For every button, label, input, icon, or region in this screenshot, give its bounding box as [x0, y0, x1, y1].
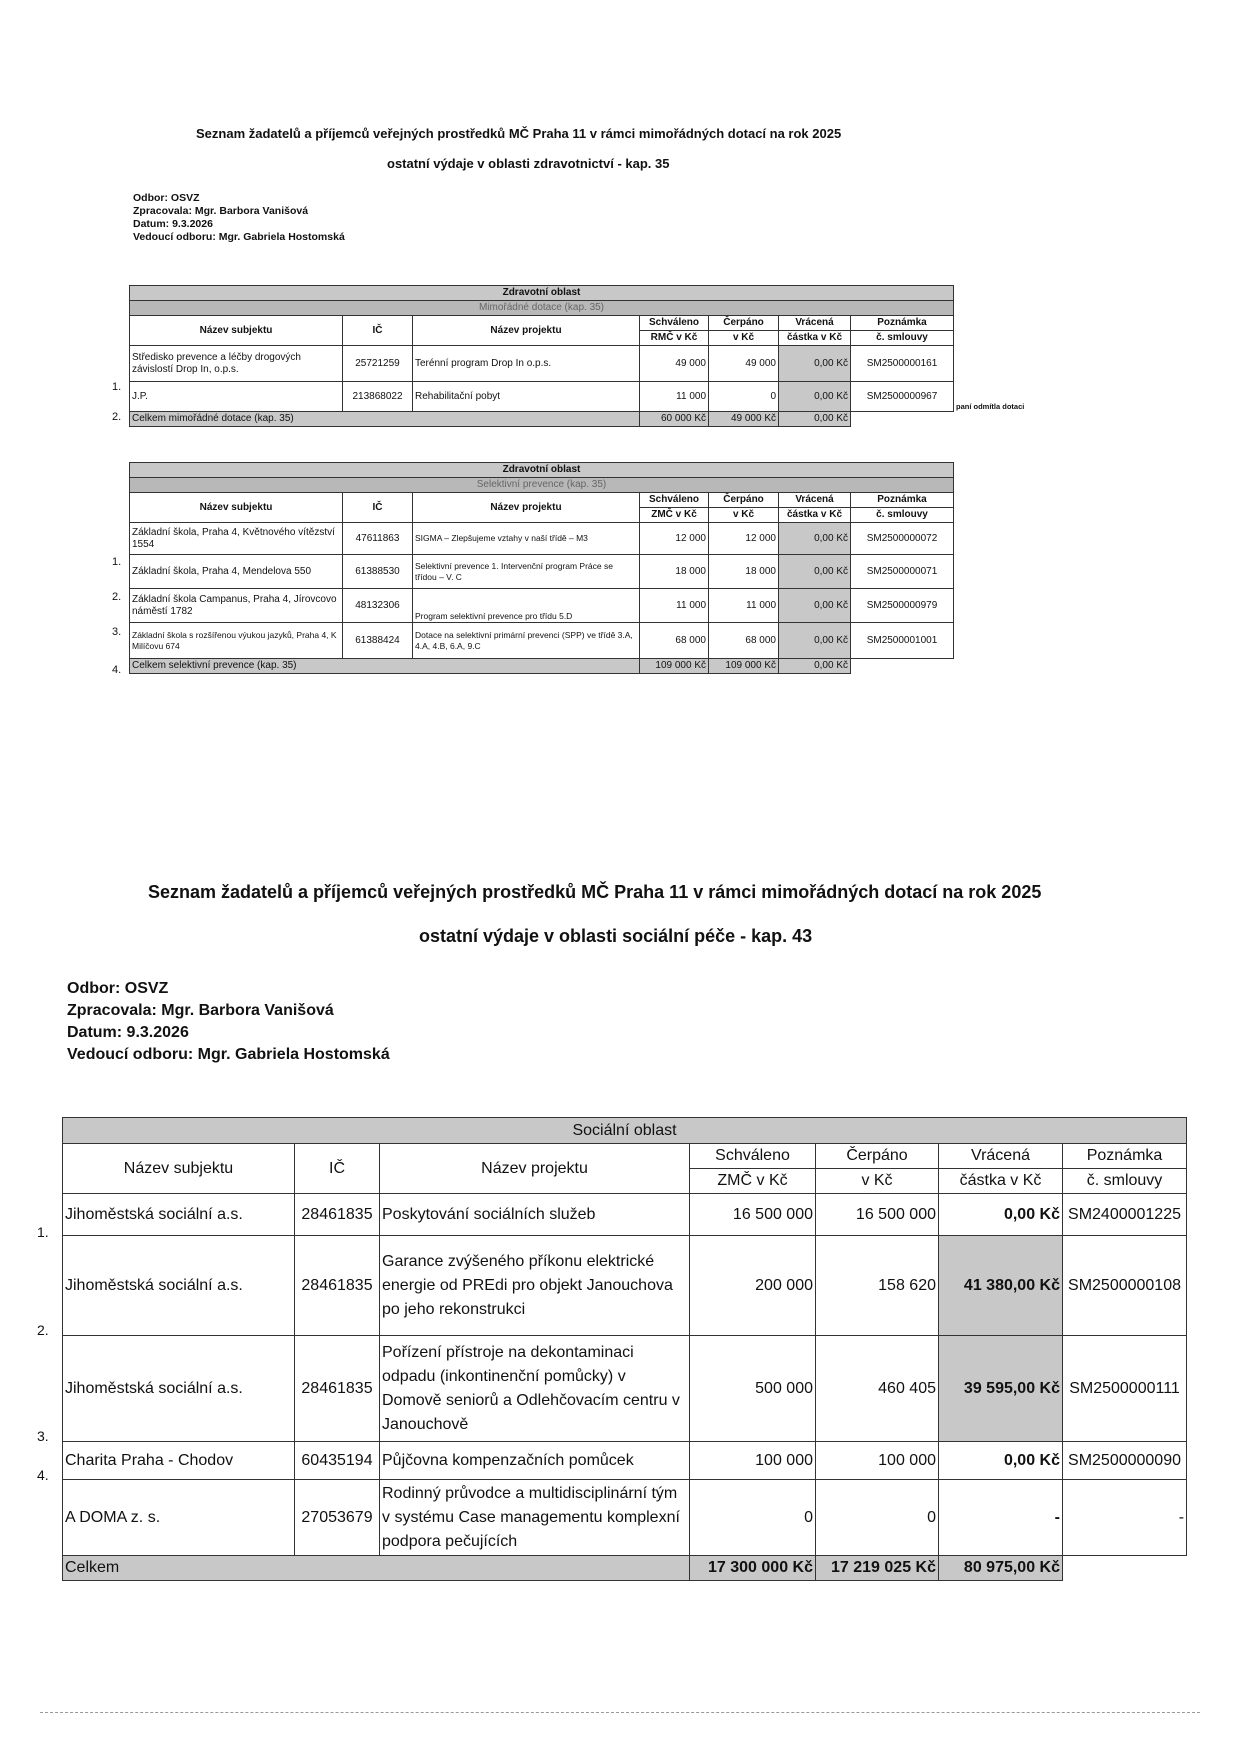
total-label: Celkem [63, 1556, 690, 1581]
page1-title: Seznam žadatelů a příjemců veřejných prostředků MČ Praha 11 v rámci mimořádných dotací na rok 2025 [196, 126, 842, 141]
table-row [63, 1480, 1187, 1556]
cell-contract: SM2500000161 [851, 346, 954, 382]
cell-contract: - [1063, 1480, 1187, 1556]
cell-contract: SM2500000111 [1063, 1336, 1187, 1442]
total-drawn: 109 000 Kč [709, 659, 779, 674]
header-returned: Vrácená [779, 316, 851, 331]
header-approved-unit: ZMČ v Kč [690, 1169, 816, 1194]
table-area: Zdravotní oblast [130, 463, 954, 478]
header-subject: Název subjektu [130, 316, 343, 346]
cell-ic: 60435194 [295, 1442, 380, 1480]
total-label: Celkem selektivní prevence (kap. 35) [130, 659, 640, 674]
header-approved: Schváleno [640, 316, 709, 331]
cell-returned: 41 380,00 Kč [939, 1236, 1063, 1336]
header-returned: Vrácená [779, 493, 851, 508]
cell-drawn: 12 000 [709, 523, 779, 555]
cell-subject: Charita Praha - Chodov [63, 1442, 295, 1480]
table-row [130, 623, 954, 659]
cell-drawn: 16 500 000 [816, 1194, 939, 1236]
cell-approved: 11 000 [640, 382, 709, 412]
header-approved: Schváleno [690, 1144, 816, 1169]
cell-ic: 28461835 [295, 1336, 380, 1442]
meta-prepared-by: Zpracovala: Mgr. Barbora Vanišová [133, 205, 309, 217]
header-subject: Název subjektu [63, 1144, 295, 1194]
header-drawn-unit: v Kč [709, 508, 779, 523]
table-header-row [130, 316, 954, 331]
header-subject: Název subjektu [130, 493, 343, 523]
header-returned: Vrácená [939, 1144, 1063, 1169]
cell-subject: J.P. [130, 382, 343, 412]
cell-contract: SM2500000108 [1063, 1236, 1187, 1336]
cell-subject: Středisko prevence a léčby drogových závislostí Drop In, o.p.s. [130, 346, 343, 382]
meta-date: Datum: 9.3.2026 [133, 218, 213, 230]
side-note: paní odmítla dotaci [956, 402, 1025, 411]
row-number: 2. [112, 591, 122, 603]
table-row [130, 346, 954, 382]
header-returned-unit: částka v Kč [779, 331, 851, 346]
header-approved: Schváleno [640, 493, 709, 508]
cell-contract: SM2500000967 [851, 382, 954, 412]
table-header-row [63, 1144, 1187, 1169]
cell-returned: 0,00 Kč [779, 523, 851, 555]
cell-approved: 18 000 [640, 555, 709, 589]
cell-project: Selektivní prevence 1. Intervenční program Práce se třídou – V. C [413, 555, 640, 589]
page2-subtitle: ostatní výdaje v oblasti sociální péče - kap. 43 [419, 926, 813, 946]
header-drawn: Čerpáno [709, 316, 779, 331]
cell-approved: 500 000 [690, 1336, 816, 1442]
header-project: Název projektu [413, 493, 640, 523]
cell-subject: Jihoměstská sociální a.s. [63, 1336, 295, 1442]
cell-approved: 12 000 [640, 523, 709, 555]
total-returned: 0,00 Kč [779, 412, 851, 427]
cell-subject: Základní škola, Praha 4, Mendelova 550 [130, 555, 343, 589]
table-section: Mimořádné dotace (kap. 35) [130, 301, 954, 316]
cell-project: Rodinný průvodce a multidisciplinární tým v systému Case managementu komplexní podpora pečujících [380, 1480, 690, 1556]
cell-ic: 28461835 [295, 1194, 380, 1236]
page2-meta [67, 978, 390, 1066]
table-total-row [63, 1556, 1187, 1581]
table-row [63, 1442, 1187, 1480]
cell-drawn: 11 000 [709, 589, 779, 623]
cell-approved: 100 000 [690, 1442, 816, 1480]
cell-subject: Základní škola, Praha 4, Květnového vítězství 1554 [130, 523, 343, 555]
header-note-unit: č. smlouvy [1063, 1169, 1187, 1194]
header-returned-unit: částka v Kč [779, 508, 851, 523]
row-number: 1. [112, 556, 122, 568]
total-approved: 60 000 Kč [640, 412, 709, 427]
cell-approved: 11 000 [640, 589, 709, 623]
cell-contract: SM2500000072 [851, 523, 954, 555]
meta-department: Odbor: OSVZ [67, 980, 169, 997]
cell-contract: SM2500000071 [851, 555, 954, 589]
row-number: 3. [37, 1428, 49, 1444]
cell-ic: 47611863 [343, 523, 413, 555]
cell-subject: Jihoměstská sociální a.s. [63, 1194, 295, 1236]
cell-drawn: 68 000 [709, 623, 779, 659]
page-bottom-divider [40, 1712, 1200, 1713]
page2-title: Seznam žadatelů a příjemců veřejných prostředků MČ Praha 11 v rámci mimořádných dotací na rok 2025 [148, 882, 1042, 902]
cell-approved: 0 [690, 1480, 816, 1556]
cell-ic: 61388530 [343, 555, 413, 589]
total-returned: 80 975,00 Kč [939, 1556, 1063, 1581]
cell-approved: 16 500 000 [690, 1194, 816, 1236]
page1-meta [133, 192, 345, 244]
header-approved-unit: ZMČ v Kč [640, 508, 709, 523]
cell-project: SIGMA – Zlepšujeme vztahy v naší třídě – M3 [413, 523, 640, 555]
page1-subtitle: ostatní výdaje v oblasti zdravotnictví - kap. 35 [387, 156, 670, 171]
cell-project: Pořízení přístroje na dekontaminaci odpadu (inkontinenční pomůcky) v Domově seniorů a Odlehčovacím centru v Janouchově [380, 1336, 690, 1442]
cell-project: Garance zvýšeného příkonu elektrické energie od PREdi pro objekt Janouchova po jeho rekonstrukci [380, 1236, 690, 1336]
header-project: Název projektu [413, 316, 640, 346]
table-mimoradne-dotace [129, 285, 954, 427]
cell-ic: 213868022 [343, 382, 413, 412]
header-drawn: Čerpáno [816, 1144, 939, 1169]
cell-subject: Jihoměstská sociální a.s. [63, 1236, 295, 1336]
total-drawn: 17 219 025 Kč [816, 1556, 939, 1581]
cell-drawn: 0 [709, 382, 779, 412]
cell-drawn: 158 620 [816, 1236, 939, 1336]
table-total-row [130, 659, 954, 674]
cell-returned: 39 595,00 Kč [939, 1336, 1063, 1442]
header-note-unit: č. smlouvy [851, 331, 954, 346]
cell-returned: 0,00 Kč [779, 346, 851, 382]
header-drawn-unit: v Kč [709, 331, 779, 346]
header-drawn: Čerpáno [709, 493, 779, 508]
table-row [63, 1236, 1187, 1336]
header-approved-unit: RMČ v Kč [640, 331, 709, 346]
cell-subject: Základní škola Campanus, Praha 4, Jírovcovo náměstí 1782 [130, 589, 343, 623]
row-number: 2. [112, 411, 122, 423]
table-row [63, 1194, 1187, 1236]
meta-prepared-by: Zpracovala: Mgr. Barbora Vanišová [67, 1002, 334, 1019]
cell-returned: 0,00 Kč [779, 589, 851, 623]
row-number: 2. [37, 1322, 49, 1338]
header-note: Poznámka [1063, 1144, 1187, 1169]
cell-drawn: 100 000 [816, 1442, 939, 1480]
header-note: Poznámka [851, 493, 954, 508]
header-returned-unit: částka v Kč [939, 1169, 1063, 1194]
table-row [130, 555, 954, 589]
header-project: Název projektu [380, 1144, 690, 1194]
header-ic: IČ [343, 316, 413, 346]
cell-returned: 0,00 Kč [939, 1442, 1063, 1480]
cell-drawn: 0 [816, 1480, 939, 1556]
cell-project: Dotace na selektivní primární prevenci (SPP) ve třídě 3.A, 4.A, 4.B, 6.A, 9.C [413, 623, 640, 659]
meta-date: Datum: 9.3.2026 [67, 1024, 189, 1041]
cell-subject: A DOMA z. s. [63, 1480, 295, 1556]
cell-returned: 0,00 Kč [939, 1194, 1063, 1236]
cell-contract: SM2500001001 [851, 623, 954, 659]
header-note-unit: č. smlouvy [851, 508, 954, 523]
cell-approved: 68 000 [640, 623, 709, 659]
cell-ic: 27053679 [295, 1480, 380, 1556]
row-number: 4. [37, 1467, 49, 1483]
cell-returned: 0,00 Kč [779, 382, 851, 412]
cell-contract: SM2500000090 [1063, 1442, 1187, 1480]
total-approved: 109 000 Kč [640, 659, 709, 674]
cell-returned: - [939, 1480, 1063, 1556]
cell-project: Půjčovna kompenzačních pomůcek [380, 1442, 690, 1480]
meta-head: Vedoucí odboru: Mgr. Gabriela Hostomská [67, 1046, 390, 1063]
table-section: Selektivní prevence (kap. 35) [130, 478, 954, 493]
table-selektivni-prevence [129, 462, 954, 674]
cell-contract: SM2400001225 [1063, 1194, 1187, 1236]
cell-subject: Základní škola s rozšířenou výukou jazyků, Praha 4, K Milíčovu 674 [130, 623, 343, 659]
cell-ic: 28461835 [295, 1236, 380, 1336]
table-row [130, 589, 954, 623]
cell-returned: 0,00 Kč [779, 623, 851, 659]
table-header-row [130, 493, 954, 508]
total-approved: 17 300 000 Kč [690, 1556, 816, 1581]
cell-project: Poskytování sociálních služeb [380, 1194, 690, 1236]
cell-approved: 49 000 [640, 346, 709, 382]
header-note: Poznámka [851, 316, 954, 331]
table-row [63, 1336, 1187, 1442]
cell-returned: 0,00 Kč [779, 555, 851, 589]
cell-project: Rehabilitační pobyt [413, 382, 640, 412]
cell-contract: SM2500000979 [851, 589, 954, 623]
table-row [130, 523, 954, 555]
cell-ic: 25721259 [343, 346, 413, 382]
row-number: 4. [112, 664, 122, 676]
total-returned: 0,00 Kč [779, 659, 851, 674]
table-socialni-oblast [62, 1117, 1187, 1581]
row-number: 1. [112, 381, 122, 393]
cell-ic: 61388424 [343, 623, 413, 659]
row-number: 3. [112, 626, 122, 638]
header-ic: IČ [343, 493, 413, 523]
cell-drawn: 49 000 [709, 346, 779, 382]
cell-project: Program selektivní prevence pro třídu 5.D [413, 589, 640, 623]
total-label: Celkem mimořádné dotace (kap. 35) [130, 412, 640, 427]
header-ic: IČ [295, 1144, 380, 1194]
table-area: Sociální oblast [63, 1118, 1187, 1144]
cell-ic: 48132306 [343, 589, 413, 623]
meta-head: Vedoucí odboru: Mgr. Gabriela Hostomská [133, 231, 345, 243]
cell-project: Terénní program Drop In o.p.s. [413, 346, 640, 382]
row-number: 1. [37, 1224, 49, 1240]
table-area: Zdravotní oblast [130, 286, 954, 301]
cell-approved: 200 000 [690, 1236, 816, 1336]
header-drawn-unit: v Kč [816, 1169, 939, 1194]
cell-drawn: 18 000 [709, 555, 779, 589]
total-drawn: 49 000 Kč [709, 412, 779, 427]
table-row [130, 382, 954, 412]
cell-drawn: 460 405 [816, 1336, 939, 1442]
meta-department: Odbor: OSVZ [133, 192, 200, 204]
table-total-row [130, 412, 954, 427]
